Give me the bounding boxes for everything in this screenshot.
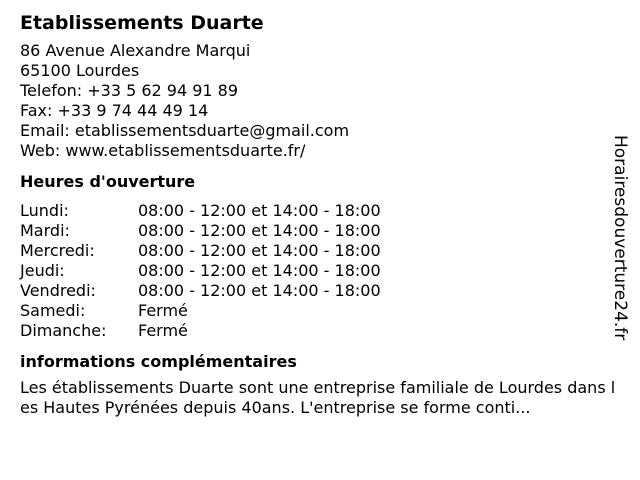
hours-row-mardi bbox=[20, 221, 620, 241]
fax-text: Fax: +33 9 74 44 49 14 bbox=[20, 101, 209, 120]
time-value: 08:00 - 12:00 et 14:00 - 18:00 bbox=[138, 221, 381, 240]
day-label: Lundi: bbox=[20, 201, 69, 220]
info-title: informations complémentaires bbox=[20, 352, 297, 371]
day-label: Mardi: bbox=[20, 221, 70, 240]
hours-table bbox=[20, 201, 620, 341]
day-label: Jeudi: bbox=[20, 261, 65, 280]
hours-row-samedi bbox=[20, 301, 620, 321]
hours-row-vendredi bbox=[20, 281, 620, 301]
business-card bbox=[20, 10, 620, 418]
phone-text: Telefon: +33 5 62 94 91 89 bbox=[20, 81, 239, 100]
time-value: Fermé bbox=[138, 301, 188, 320]
hours-row-dimanche bbox=[20, 321, 620, 341]
time-value: Fermé bbox=[138, 321, 188, 340]
business-name: Etablissements Duarte bbox=[20, 12, 264, 34]
day-label: Vendredi: bbox=[20, 281, 96, 300]
hours-title: Heures d'ouverture bbox=[20, 172, 196, 191]
time-value: 08:00 - 12:00 et 14:00 - 18:00 bbox=[138, 281, 381, 300]
time-value: 08:00 - 12:00 et 14:00 - 18:00 bbox=[138, 261, 381, 280]
info-text: Les établissements Duarte sont une entreprise familiale de Lourdes dans les Hautes Pyrénées depuis 40ans. L'entreprise se forme conti... bbox=[20, 378, 616, 417]
site-watermark: Horairesdouverture24.fr bbox=[610, 135, 630, 341]
day-label: Mercredi: bbox=[20, 241, 95, 260]
address-line-1: 86 Avenue Alexandre Marqui bbox=[20, 41, 251, 60]
time-value: 08:00 - 12:00 et 14:00 - 18:00 bbox=[138, 201, 381, 220]
web-text: Web: www.etablissementsduarte.fr/ bbox=[20, 141, 306, 160]
hours-row-lundi bbox=[20, 201, 620, 221]
day-label: Samedi: bbox=[20, 301, 86, 320]
hours-row-jeudi bbox=[20, 261, 620, 281]
day-label: Dimanche: bbox=[20, 321, 107, 340]
hours-row-mercredi bbox=[20, 241, 620, 261]
contact-block bbox=[20, 41, 620, 161]
email-text: Email: etablissementsduarte@gmail.com bbox=[20, 121, 350, 140]
address-line-2: 65100 Lourdes bbox=[20, 61, 140, 80]
time-value: 08:00 - 12:00 et 14:00 - 18:00 bbox=[138, 241, 381, 260]
